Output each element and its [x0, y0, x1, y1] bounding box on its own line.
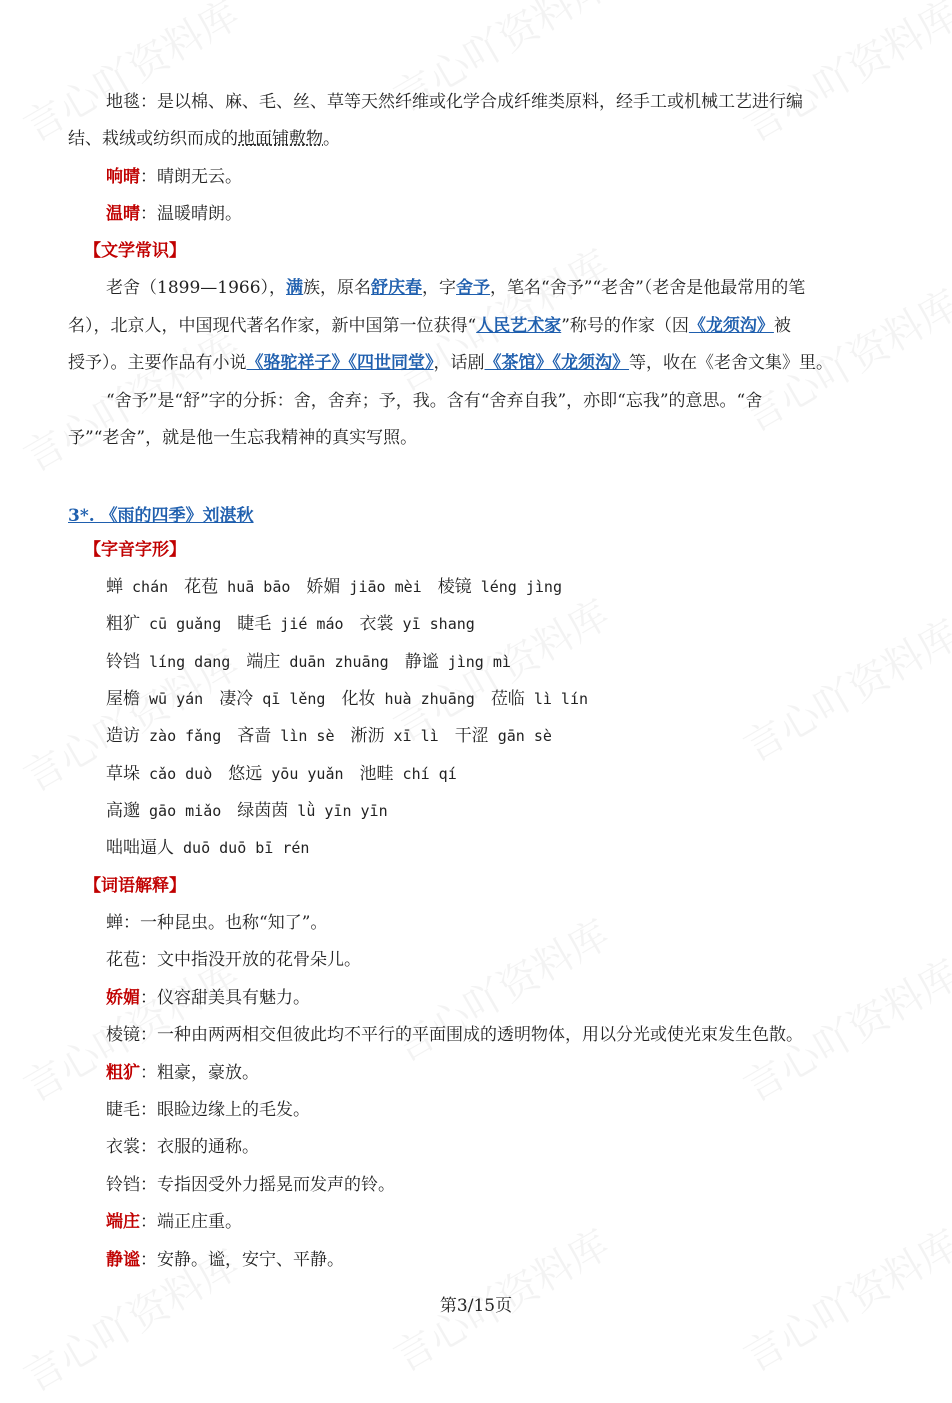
pinyin-word: 花苞	[184, 577, 219, 597]
pinyin-entry	[219, 687, 325, 711]
definition-xiangqing: 响晴：晴朗无云。	[106, 167, 242, 187]
paragraph-sheyu-2: 予”“老舍”，就是他一生忘我精神的真实写照。	[68, 428, 418, 448]
pinyin-row	[106, 836, 906, 860]
pinyin-reading: yī shang	[393, 615, 475, 634]
definition-item	[106, 1248, 906, 1272]
definition-term: 静谧	[106, 1249, 140, 1270]
definition-term: 娇媚	[106, 987, 140, 1008]
pinyin-reading: jìng mì	[438, 652, 511, 671]
pinyin-word: 淅沥	[350, 726, 385, 747]
pinyin-reading: huā bāo	[218, 578, 291, 596]
pinyin-entry	[360, 612, 475, 636]
pinyin-word: 蝉	[106, 577, 123, 597]
pinyin-word: 凄冷	[219, 688, 254, 709]
definition-text: ：一种昆虫。也称“知了”。	[123, 913, 328, 933]
pinyin-entry	[106, 612, 221, 636]
pinyin-entry	[106, 575, 168, 599]
pinyin-word: 衣裳	[359, 614, 394, 635]
pinyin-reading: qī lěng	[253, 689, 326, 708]
pinyin-reading: chí qí	[393, 764, 457, 783]
pinyin-entry	[341, 687, 474, 711]
definition-text: ：衣服的通称。	[140, 1137, 259, 1158]
definition-item	[106, 1173, 906, 1197]
pinyin-word: 端庄	[246, 651, 281, 672]
definition-term: 端庄	[106, 1212, 140, 1233]
pinyin-entry	[106, 650, 230, 674]
pinyin-reading: líng dang	[140, 652, 231, 671]
pinyin-reading: léng jìng	[471, 578, 562, 596]
pinyin-entry	[106, 687, 203, 711]
pinyin-word: 悠远	[228, 763, 263, 784]
pinyin-entry	[351, 724, 439, 748]
pinyin-word: 吝啬	[237, 726, 272, 747]
pinyin-row	[106, 612, 906, 636]
pinyin-row	[106, 575, 906, 599]
pinyin-reading: lǜ yīn yīn	[288, 801, 388, 820]
pinyin-entry	[184, 575, 290, 599]
pinyin-entry	[360, 762, 457, 786]
pinyin-reading: cū guǎng	[140, 615, 222, 634]
definition-text: ：文中指没开放的花骨朵儿。	[140, 950, 361, 971]
pinyin-entry	[246, 650, 388, 674]
definition-term: 铃铛	[106, 1174, 140, 1195]
pinyin-word: 绿茵茵	[237, 800, 289, 821]
pinyin-word: 莅临	[490, 688, 525, 709]
pinyin-entry	[237, 799, 387, 823]
definition-text: ：眼睑边缘上的毛发。	[140, 1100, 310, 1120]
pinyin-reading: gāo miǎo	[140, 801, 222, 820]
pinyin-entry	[237, 724, 334, 748]
pinyin-reading: duō duō bī rén	[174, 839, 310, 858]
section-title[interactable]: 3*. 《雨的四季》刘湛秋	[68, 506, 254, 526]
pinyin-reading: chán	[123, 578, 169, 596]
pinyin-reading: yōu yuǎn	[262, 764, 344, 783]
pinyin-row	[106, 687, 906, 711]
pinyin-word: 棱镜	[437, 577, 472, 597]
pinyin-reading: zào fǎng	[140, 727, 222, 746]
pinyin-entry	[237, 612, 343, 636]
pinyin-word: 粗犷	[106, 614, 140, 635]
definition-text: ：一种由两两相交但彼此均不平行的平面围成的透明物体，用以分光或使光束发生色散。	[140, 1025, 803, 1046]
paragraph-laoshe-3: 授予）。主要作品有小说《骆驼祥子》《四世同堂》，话剧《茶馆》《龙须沟》等，收在《老舍文集》里。	[68, 353, 833, 373]
definition-text: ：仪容甜美具有魅力。	[140, 987, 310, 1008]
heading-ciyu: 【词语解释】	[84, 876, 186, 896]
pinyin-reading: jié máo	[271, 615, 344, 634]
definition-item	[106, 1210, 906, 1234]
definition-term: 衣裳	[106, 1137, 140, 1158]
definition-item	[106, 948, 906, 972]
pinyin-reading: duān zhuāng	[280, 652, 389, 671]
definition-item	[106, 1023, 906, 1047]
pinyin-reading: lì lín	[524, 689, 589, 708]
pinyin-entry	[106, 836, 309, 860]
pinyin-entry	[106, 762, 212, 786]
pinyin-word: 铃铛	[106, 651, 140, 672]
pinyin-word: 草垛	[106, 763, 140, 784]
definition-item	[106, 986, 906, 1010]
pinyin-entry	[106, 799, 221, 823]
pinyin-word: 咄咄逼人	[106, 838, 174, 859]
pinyin-word: 化妆	[341, 688, 376, 709]
pinyin-entry	[405, 650, 511, 674]
pinyin-entry	[455, 724, 552, 748]
definition-text: ：粗豪，豪放。	[140, 1062, 259, 1083]
definition-ditan-cont: 结、栽绒或纺织而成的地面铺敷物。	[68, 129, 340, 149]
definition-term: 粗犷	[106, 1062, 140, 1083]
pinyin-word: 池畦	[359, 763, 394, 784]
definition-term: 睫毛	[106, 1100, 140, 1120]
pinyin-row	[106, 724, 906, 748]
pinyin-reading: jiāo mèi	[340, 578, 422, 596]
definition-text: ：端正庄重。	[140, 1212, 242, 1233]
pinyin-entry	[438, 575, 562, 599]
pinyin-word: 静谧	[404, 651, 439, 672]
pinyin-row	[106, 650, 906, 674]
definition-text: ：安静。谧，安宁、平静。	[140, 1249, 344, 1270]
page-number: 第3/15页	[439, 1296, 513, 1316]
pinyin-entry	[228, 762, 343, 786]
pinyin-reading: lìn sè	[271, 727, 335, 746]
pinyin-reading: wū yán	[140, 689, 204, 708]
pinyin-reading: gān sè	[488, 727, 552, 746]
pinyin-word: 高邈	[106, 800, 140, 821]
definition-item	[106, 1135, 906, 1159]
pinyin-entry	[106, 724, 221, 748]
definition-term: 蝉	[106, 913, 123, 933]
definition-item	[106, 1098, 906, 1122]
pinyin-word: 睫毛	[237, 614, 272, 635]
pinyin-word: 屋檐	[106, 688, 140, 709]
definition-term: 棱镜	[106, 1025, 140, 1046]
definition-ditan: 地毯：是以棉、麻、毛、丝、草等天然纤维或化学合成纤维类原料，经手工或机械工艺进行编	[106, 92, 803, 112]
pinyin-row	[106, 799, 906, 823]
pinyin-reading: cǎo duò	[140, 764, 213, 783]
paragraph-laoshe-2: 名），北京人，中国现代著名作家，新中国第一位获得“人民艺术家”称号的作家（因《龙须沟》被	[68, 316, 791, 336]
definition-item	[106, 1061, 906, 1085]
pinyin-entry	[306, 575, 421, 599]
definition-text: ：专指因受外力摇晃而发声的铃。	[140, 1174, 395, 1195]
heading-wenxue: 【文学常识】	[84, 241, 186, 261]
paragraph-sheyu: “舍予”是“舒”字的分拆：舍，舍弃；予，我。含有“舍弃自我”，亦即“忘我”的意思。“舍	[106, 391, 763, 411]
pinyin-row	[106, 762, 906, 786]
definition-item	[106, 911, 906, 935]
paragraph-laoshe: 老舍（1899—1966），满族，原名舒庆春，字舍予，笔名“舍予”“老舍”（老舍是他最常用的笔	[106, 278, 806, 298]
pinyin-entry	[491, 687, 588, 711]
pinyin-word: 娇媚	[306, 577, 341, 597]
definition-wenqing: 温晴：温暖晴朗。	[106, 204, 242, 224]
pinyin-reading: huà zhuāng	[375, 689, 475, 708]
pinyin-reading: xī lì	[384, 727, 439, 746]
heading-ziyin: 【字音字形】	[84, 540, 186, 560]
pinyin-word: 造访	[106, 726, 140, 747]
pinyin-word: 干涩	[454, 726, 489, 747]
definition-term: 花苞	[106, 950, 140, 971]
